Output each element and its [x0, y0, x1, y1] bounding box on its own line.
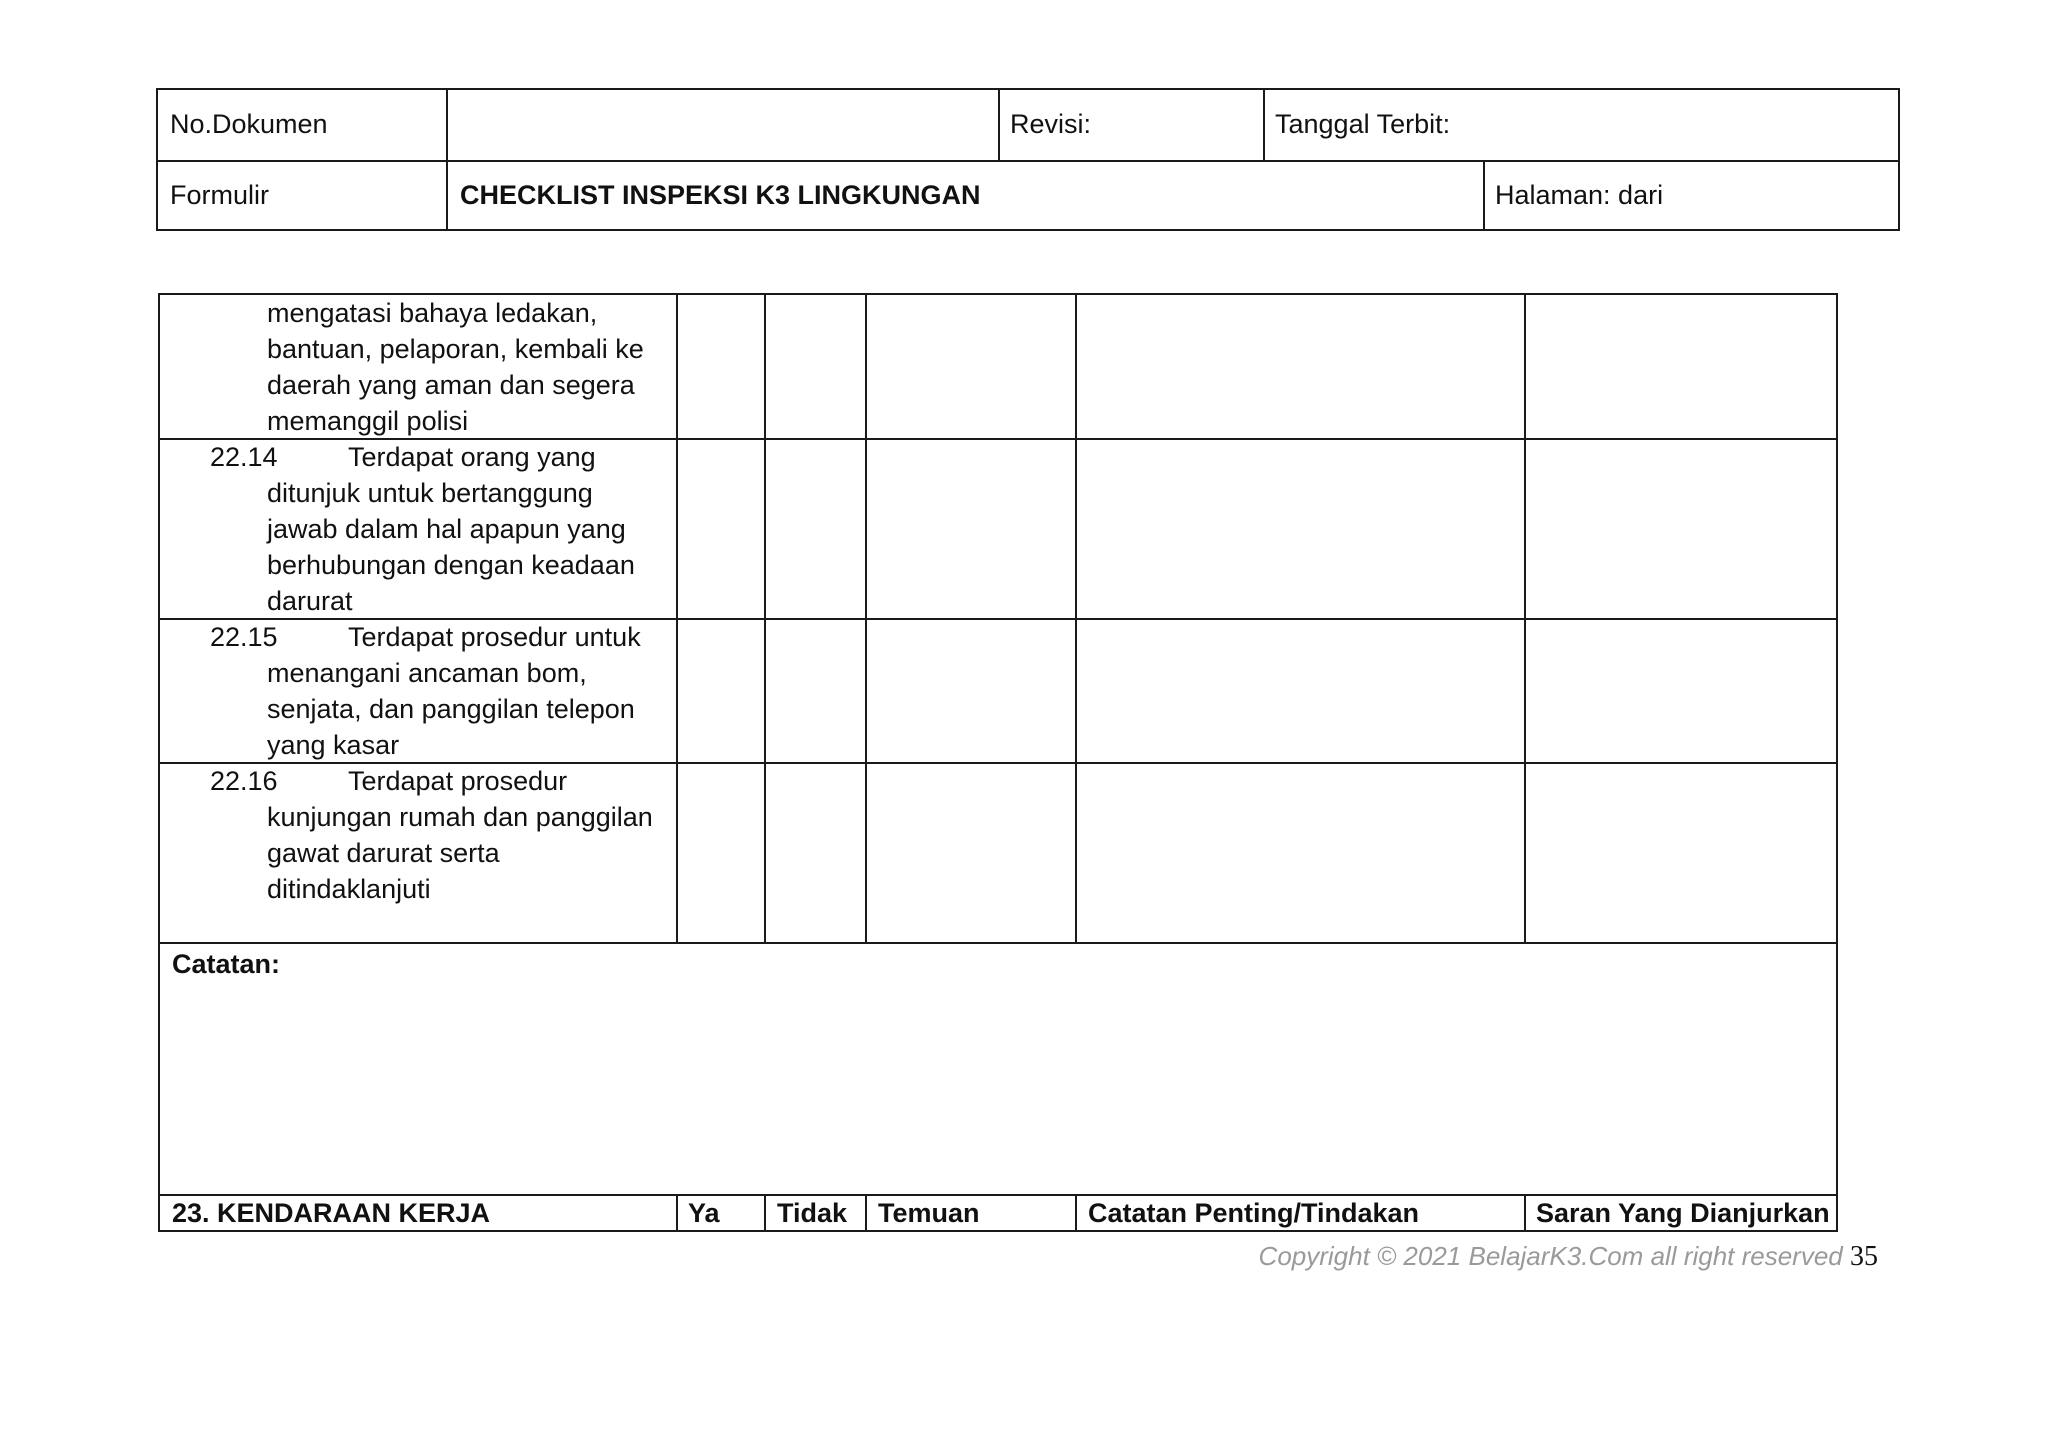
item-text-line: memanggil polisi [267, 406, 469, 436]
checklist-item-22-14 [210, 439, 596, 475]
formulir-label: Formulir [170, 180, 269, 210]
item-text-line: mengatasi bahaya ledakan, [267, 298, 598, 328]
checklist-item-22-14-text [267, 475, 635, 619]
copyright-footer [1259, 1239, 1878, 1274]
header-row-divider [158, 160, 1898, 162]
col-divider [676, 1195, 678, 1232]
no-dokumen-label: No.Dokumen [170, 109, 328, 139]
item-number: 22.14 [210, 442, 278, 472]
checklist-item-22-16-text [267, 799, 653, 907]
col-divider [676, 295, 678, 943]
copyright-text: Copyright © 2021 BelajarK3.Com all right reserved [1258, 1241, 1843, 1271]
item-text-line: ditindaklanjuti [267, 874, 431, 904]
item-text-line: kunjungan rumah dan panggilan [267, 802, 653, 832]
col-divider [1075, 295, 1077, 943]
item-text-line: yang kasar [267, 730, 400, 760]
item-text-line: menangani ancaman bom, [267, 658, 587, 688]
col-divider [1524, 1195, 1526, 1232]
halaman-label: Halaman: dari [1495, 180, 1664, 210]
col-header-catatan-penting: Catatan Penting/Tindakan [1088, 1198, 1420, 1228]
row-divider [160, 942, 1836, 944]
catatan-label: Catatan: [172, 949, 281, 979]
item-text-line: senjata, dan panggilan telepon [267, 694, 635, 724]
header-col-divider [446, 90, 448, 229]
tanggal-terbit-label: Tanggal Terbit: [1275, 109, 1451, 139]
col-divider [1075, 1195, 1077, 1232]
header-col-divider [998, 90, 1000, 161]
item-text-line: Terdapat prosedur [348, 766, 568, 796]
section-23-title: 23. KENDARAAN KERJA [172, 1198, 491, 1228]
item-text-line: daerah yang aman dan segera [267, 370, 635, 400]
col-divider [1524, 295, 1526, 943]
page-number: 35 [1850, 1241, 1878, 1272]
col-header-ya: Ya [688, 1198, 720, 1228]
item-number: 22.16 [210, 766, 278, 796]
form-title: CHECKLIST INSPEKSI K3 LINGKUNGAN [460, 180, 981, 210]
header-col-divider [1263, 90, 1265, 161]
checklist-item-22-15-text [267, 655, 635, 763]
checklist-item-continuation [267, 295, 644, 439]
row-divider [160, 1194, 1836, 1196]
document-header-table [156, 88, 1900, 231]
col-header-temuan: Temuan [878, 1198, 980, 1228]
item-text-line: Terdapat orang yang [348, 442, 596, 472]
item-text-line: gawat darurat serta [267, 838, 500, 868]
item-text-line: jawab dalam hal apapun yang [267, 514, 626, 544]
col-header-saran: Saran Yang Dianjurkan [1536, 1198, 1830, 1228]
revisi-label: Revisi: [1010, 109, 1092, 139]
checklist-item-22-16 [210, 763, 567, 799]
header-col-divider [1483, 161, 1485, 231]
item-text-line: ditunjuk untuk bertanggung [267, 478, 593, 508]
col-header-tidak: Tidak [777, 1198, 848, 1228]
item-text-line: berhubungan dengan keadaan [267, 550, 635, 580]
checklist-item-22-15 [210, 619, 641, 655]
col-divider [764, 1195, 766, 1232]
item-number: 22.15 [210, 622, 278, 652]
col-divider [865, 1195, 867, 1232]
item-text-line: Terdapat prosedur untuk [348, 622, 641, 652]
checklist-table [158, 293, 1838, 1232]
item-text-line: bantuan, pelaporan, kembali ke [267, 334, 644, 364]
col-divider [764, 295, 766, 943]
col-divider [865, 295, 867, 943]
item-text-line: darurat [267, 586, 353, 616]
